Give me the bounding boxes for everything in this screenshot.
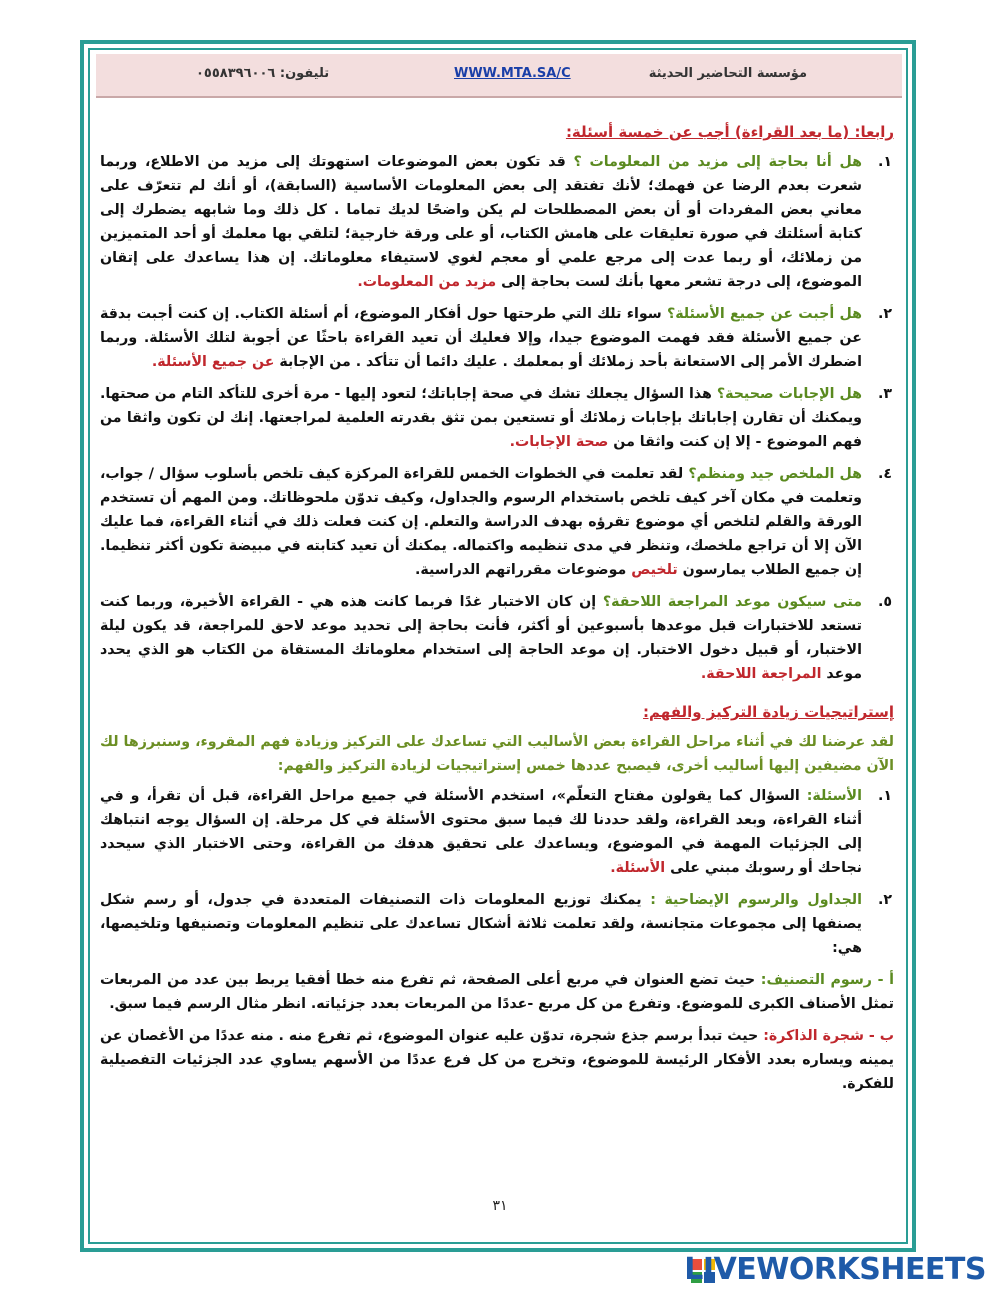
item-question: هل الملخص جيد ومنظم؟	[688, 466, 862, 482]
sub-item-title: ب - شجرة الذاكرة:	[763, 1028, 895, 1044]
item-text: يمكنك توزيع المعلومات ذات التصنيفات المتعددة في جدول، أو رسم شكل يصنفها إلى مجموعات متجانسة، ولقد تعلمت ثلاثة أشكال تساعدك على تنظيم المعلومات وتصنيفها وتلخيصها، هي:	[100, 892, 862, 956]
list-item	[100, 462, 892, 582]
section-title-post-reading: رابعا: (ما بعد القراءة) أجب عن خمسة أسئلة:	[565, 123, 894, 141]
list-item	[100, 150, 892, 294]
list-item	[100, 888, 892, 960]
item-text: سواء تلك التي طرحتها حول أفكار الموضوع، أم أسئلة الكتاب. إن كنت أجبت بدقة عن جميع الأسئلة فقد فهمت الموضوع جيدا، وإلا فعليك أن تعيد القراءة باحثًا عن أجوبة لتلك الأسئلة. وربما اضطرك الأمر إلى الاستعانة بأحد زملائك أو بمعلمك . عليك دائما أن تتأكد . من الإجابة	[100, 306, 862, 370]
list-item	[100, 302, 892, 374]
list-item	[100, 382, 892, 454]
header-phone: تليفون: ٠٥٥٨٣٩٦٠٠٦	[196, 66, 330, 81]
page-header	[96, 54, 902, 98]
section-title-strategies: إستراتيجيات زيادة التركيز والفهم:	[643, 703, 894, 721]
sub-item	[100, 1024, 894, 1096]
item-text: هذا السؤال يجعلك تشك في صحة إجاباتك؛ لتعود إليها - مرة أخرى للتأكد التام من صحتها. ويمكنك أن تقارن إجاباتك بإجابات زملائك أو تستعين بمن تثق بقدرته العلمية لمراجعتها. إنك لن تكون واثقا من فهم الموضوع - إلا إن كنت واثقا من	[100, 386, 862, 450]
item-question: هل أنا بحاجة إلى مزيد من المعلومات ؟	[573, 154, 862, 170]
item-question: هل الإجابات صحيحة؟	[716, 386, 863, 402]
list-item	[100, 590, 892, 686]
item-number: ٤.	[877, 466, 892, 482]
item-keyword: تلخيص	[631, 562, 678, 578]
item-number: ٣.	[877, 386, 892, 402]
item-number: ١.	[877, 788, 892, 804]
page-content	[100, 120, 906, 1104]
item-question: الجداول والرسوم الإيضاحية :	[650, 892, 862, 908]
item-number: ٥.	[877, 594, 892, 610]
item-number: ٢.	[877, 306, 892, 322]
item-number: ١.	[877, 154, 892, 170]
item-keyword: عن جميع الأسئلة.	[151, 354, 275, 370]
sub-item	[100, 968, 894, 1016]
item-text: قد تكون بعض الموضوعات استهوتك إلى مزيد من الاطلاع، وربما شعرت بعدم الرضا عن فهمك؛ لأنك تفتقد إلى بعض المعلومات الأساسية (السابقة)، أو أنك لم تتعرّف على معاني بعض المفردات أو أن بعض المصطلحات لم يكن واضحًا لديك تماما . كل ذلك وما شابهه يضطرك إلى كتابة أسئلتك في صورة تعليقات على هامش الكتاب، أو على ورقة خارجية؛ لتلقي بها معلمك أو أحد المتميزين من زملائك، أو ربما عدت إلى مرجع علمي أو معجم لغوي لاستيفاء معلوماتك. إن هذا يساعدك على إتقان الموضوع، إلى درجة تشعر معها بأنك لست بحاجة إلى	[100, 154, 862, 290]
item-text-end: موضوعات مقرراتهم الدراسية.	[415, 562, 632, 578]
item-question: متى سيكون موعد المراجعة اللاحقة؟	[602, 594, 862, 610]
item-keyword: المراجعة اللاحقة.	[700, 666, 822, 682]
item-number: ٢.	[877, 892, 892, 908]
item-keyword: الأسئلة.	[610, 860, 666, 876]
item-text: لقد تعلمت في الخطوات الخمس للقراءة المركزة كيف تلخص بأسلوب سؤال / جواب، وتعلمت في مكان آخر كيف تلخص باستخدام الرسوم والجداول، وكيف تدوّن ملحوظاتك. ومن المهم أن تستخدم الورقة والقلم لتلخص أي موضوع تقرؤه بهدف الدراسة والتعلم. إن كنت فعلت ذلك في أثناء القراءة، فما عليك الآن إلا أن تراجع ملخصك، وتنظر في مدى تنظيمه واكتماله. يمكنك أن تعيد كتابته في مبيضة تكون أكثر تنظيما. إن جميع الطلاب يمارسون	[100, 466, 862, 578]
item-keyword: مزيد من المعلومات.	[357, 274, 497, 290]
list-item	[100, 784, 892, 880]
sub-item-text: حيث تضع العنوان في مربع أعلى الصفحة، ثم تفرع منه خطا أفقيا يربط بين عدد من المربعات تمثل الأصناف الكبرى للموضوع. وتفرع من كل مربع -عددًا من المربعات بعدد جزئياته. انظر مثال الرسم فيما سبق.	[100, 972, 894, 1012]
item-text: السؤال كما يقولون مفتاح التعلّم»، استخدم الأسئلة في جميع مراحل القراءة، قبل أن تقرأ، و في أثناء القراءة، وبعد القراءة، ولقد حددنا لك فيما سبق محتوى الأسئلة في كل مرحلة. إن السؤال يوجه انتباهك إلى الجزئيات المهمة في الموضوع، ويساعدك على تحقيق هدفك من القراءة، وحتى الاختبار الذي سيحدد نجاحك أو رسوبك مبني على	[100, 788, 862, 876]
item-keyword: صحة الإجابات.	[509, 434, 609, 450]
header-url[interactable]: WWW.MTA.SA/C	[454, 66, 571, 81]
section-intro: لقد عرضنا لك في أثناء مراحل القراءة بعض الأساليب التي تساعدك على التركيز وزيادة فهم المقروء، وسنبرزها لك الآن مضيفين إليها أساليب أخرى، فيصبح عددها خمس إستراتيجيات لزيادة التركيز والفهم:	[100, 734, 894, 774]
sub-item-title: أ - رسوم التصنيف:	[760, 972, 894, 988]
page-number: ٣١	[492, 1198, 508, 1214]
item-question: هل أجبت عن جميع الأسئلة؟	[666, 306, 862, 322]
sub-item-text: حيث تبدأ برسم جذع شجرة، تدوّن عليه عنوان الموضوع، ثم تفرع منه . منه عددًا من الأغصان عن يمينه ويساره بعدد الأفكار الرئيسة للموضوع، وتخرج من كل فرع عددًا من الأسهم يساوي عدد الجزئيات التفصيلية للفكرة.	[100, 1028, 894, 1092]
liveworksheets-brand[interactable]: LIVEWORKSHEETS	[684, 1252, 986, 1287]
item-text: إن كان الاختبار غدًا فربما كانت هذه هي - القراءة الأخيرة، وربما كنت تستعد للاختبارات قبل موعدها بأسبوعين أو أكثر، فأنت بحاجة إلى تحديد موعد لاحق للمراجعة، قد يكون ليلة الاختبار، أو قبيل دخول الاختبار. إن موعد الحاجة إلى استخدام معلوماتك المستقاة من الكتاب هو الذي يحدد موعد	[100, 594, 862, 682]
item-question: الأسئلة:	[806, 788, 862, 804]
header-org: مؤسسة التحاضير الحديثة	[648, 66, 807, 81]
